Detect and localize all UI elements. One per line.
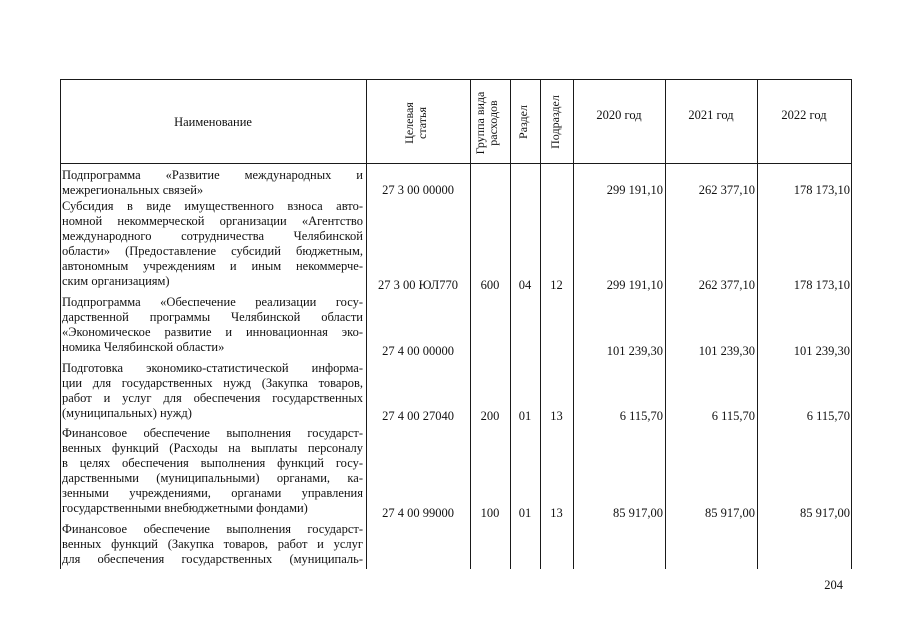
row-code: 27 4 00 00000 (382, 344, 454, 358)
row-name-line: Субсидия в виде имущественного взноса авто- (62, 199, 363, 213)
row-name (62, 295, 363, 355)
row-2022: 101 239,30 (793, 344, 850, 358)
row-2020: 299 191,10 (606, 278, 663, 292)
row-name-line: Подпрограмма «Обеспечение реализации госу- (62, 295, 363, 309)
row-subsection: 12 (550, 278, 563, 292)
row-section: 04 (518, 278, 532, 292)
row-2022: 6 115,70 (806, 409, 850, 423)
row-2020: 85 917,00 (613, 506, 663, 520)
row-name-line: ции для государственных нужд (Закупка товаров, (62, 376, 363, 390)
row-group: 200 (480, 409, 500, 423)
row-2021: 262 377,10 (698, 183, 755, 197)
row-2022: 178 173,10 (793, 278, 850, 292)
row-name-line: Подпрограмма «Развитие международных и (62, 168, 363, 182)
row-name-line: «Экономическое развитие и инновационная эко- (62, 325, 363, 339)
row-2021: 85 917,00 (705, 506, 755, 520)
row-group: 600 (480, 278, 500, 292)
row-name-line: автономным учреждениям и иным некоммерче- (62, 259, 363, 273)
col-border-section (540, 79, 541, 569)
row-code: 27 3 00 00000 (382, 183, 454, 197)
row-name-line: ским организациям) (62, 274, 170, 288)
col-border-left (60, 79, 61, 569)
row-code: 27 4 00 27040 (382, 409, 454, 423)
header-group-line2: расходов (486, 100, 500, 146)
row-2020: 6 115,70 (619, 409, 663, 423)
row-name (62, 168, 363, 198)
header-2020: 2020 год (596, 108, 642, 122)
header-target-line2: статья (415, 107, 429, 139)
row-name-line: номика Челябинской области» (62, 340, 225, 354)
header-2021: 2021 год (688, 108, 734, 122)
row-name-line: Подготовка экономико-статистической информа- (62, 361, 363, 375)
header-bottom-border (60, 163, 852, 164)
page-number: 204 (824, 578, 843, 592)
row-name-line: Финансовое обеспечение выполнения государст- (62, 426, 363, 440)
header-target-line1: Целевая (402, 102, 416, 144)
row-name-line: в целях обеспечения выполнения функций госу- (62, 456, 363, 470)
header-target (403, 83, 433, 163)
header-group (474, 88, 506, 158)
row-2021: 6 115,70 (711, 409, 755, 423)
row-name (62, 426, 363, 516)
row-name-line: дарственной программы Челябинской области (62, 310, 363, 324)
table-top-border (60, 79, 852, 80)
row-name-line: венных функций (Закупка товаров, работ и услуг (62, 537, 363, 551)
row-2022: 178 173,10 (793, 183, 850, 197)
col-border-subsection (573, 79, 574, 569)
row-name (62, 361, 363, 421)
row-2022: 85 917,00 (800, 506, 850, 520)
row-name-line: венных функций (Расходы на выплаты персоналу (62, 441, 363, 455)
row-subsection: 13 (550, 506, 563, 520)
row-2021: 262 377,10 (698, 278, 755, 292)
col-border-group (510, 79, 511, 569)
row-name-line: государственными внебюджетными фондами) (62, 501, 308, 515)
row-name-line: международного сотрудничества Челябинской (62, 229, 363, 243)
col-border-name (366, 79, 367, 569)
header-name: Наименование (174, 115, 252, 129)
header-2022: 2022 год (781, 108, 827, 122)
row-name-line: (муниципальных) нужд) (62, 406, 192, 420)
row-name-line: номной некоммерческой организации «Агентство (62, 214, 363, 228)
col-border-2021 (757, 79, 758, 569)
row-group: 100 (480, 506, 500, 520)
row-name-line: работ и услуг для обеспечения государственных (62, 391, 363, 405)
row-code: 27 4 00 99000 (382, 506, 454, 520)
col-border-2020 (665, 79, 666, 569)
row-name-line: области» (Предоставление субсидий бюджетным, (62, 244, 363, 258)
row-name-line: Финансовое обеспечение выполнения государст- (62, 522, 363, 536)
row-name (62, 522, 363, 567)
row-name-line: зенными учреждениями, органами управления (62, 486, 363, 500)
row-name-line: для обеспечения государственных (муниципаль- (62, 552, 363, 566)
col-border-code (470, 79, 471, 569)
row-name-line: дарственными (муниципальными) органами, ка- (62, 471, 363, 485)
row-code: 27 3 00 ЮЛ770 (377, 278, 459, 292)
header-group-line1: Группа вида (473, 91, 487, 155)
header-subsection: Подраздел (548, 95, 562, 149)
row-2021: 101 239,30 (698, 344, 755, 358)
row-name-line: межрегиональных связей» (62, 183, 204, 197)
row-2020: 299 191,10 (606, 183, 663, 197)
row-subsection: 13 (550, 409, 563, 423)
col-border-right (851, 79, 852, 569)
header-section: Раздел (516, 105, 530, 139)
row-name (62, 199, 363, 289)
row-2020: 101 239,30 (606, 344, 663, 358)
row-section: 01 (518, 409, 532, 423)
row-section: 01 (518, 506, 532, 520)
